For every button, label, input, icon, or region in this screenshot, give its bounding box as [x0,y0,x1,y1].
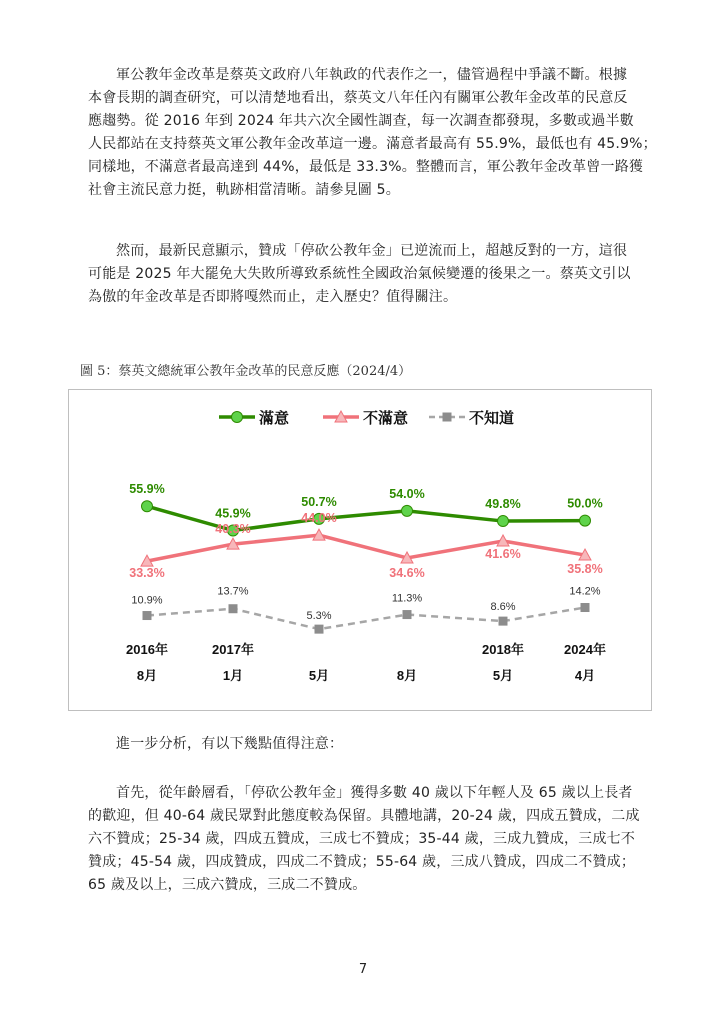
x-tick-year-1: 2016年 [126,642,168,657]
x-tick-month-3: 5月 [308,668,330,683]
data-point-3-2 [229,604,238,613]
text-line: 首先，從年齡層看，「停砍公教年金」獲得多數 40 歲以下年輕人及 65 歲以上長者 [116,785,633,801]
data-label-2-2: 40.3% [215,522,251,537]
data-label-2-3: 44.0% [301,511,337,526]
data-point-1-1 [142,501,153,512]
data-label-3-6: 14.2% [569,585,601,598]
data-label-1-6: 50.0% [567,496,603,511]
text-line: 同樣地，不滿意者最高達到 44%，最低是 33.3%。整體而言，軍公教年金改革曾一路獲 [88,159,644,175]
text-line: 軍公教年金改革是蔡英文政府八年執政的代表作之一，儘管過程中爭議不斷。根據 [116,67,628,83]
x-tick-month-4: 8月 [396,668,418,683]
text-line: 的歡迎，但 40-64 歲民眾對此態度較為保留。具體地講，20-24 歲，四成五贊成，二成 [88,808,640,824]
text-line: 然而，最新民意顯示，贊成「停砍公教年金」已逆流而上，超越反對的一方，這很 [116,243,628,259]
text-line: 為傲的年金改革是否即將嘎然而止，走入歷史？值得關注。 [88,289,458,305]
data-point-3-5 [499,617,508,626]
x-tick-month-1: 8月 [136,668,158,683]
text-line: 應趨勢。從 2016 年到 2024 年共六次全國性調查，每一次調查都發現，多數或過半數 [88,113,634,129]
text-line: 贊成；45-54 歲，四成贊成，四成二不贊成；55-64 歲，三成八贊成，四成二不贊成； [88,854,636,870]
data-label-2-6: 35.8% [567,562,603,577]
data-label-3-5: 8.6% [490,601,516,614]
legend-label-3: 不知道 [469,410,515,427]
data-label-2-1: 33.3% [129,566,165,581]
data-label-3-3: 5.3% [306,610,332,623]
data-label-3-2: 13.7% [217,585,249,598]
text-line: 社會主流民意力挺，軌跡相當清晰。請參見圖 5。 [88,182,400,198]
data-label-2-4: 34.6% [389,565,425,580]
data-label-3-4: 11.3% [391,592,423,605]
x-tick-month-5: 5月 [492,668,514,683]
x-tick-year-2: 2017年 [212,642,254,657]
data-point-1-6 [580,515,591,526]
data-point-3-6 [581,603,590,612]
data-label-3-1: 10.9% [131,594,163,607]
legend-label-1: 滿意 [259,410,290,427]
paragraph-1 [88,64,657,202]
data-point-3-4 [403,610,412,619]
data-label-1-1: 55.9% [129,482,165,497]
data-label-1-4: 54.0% [389,486,425,501]
page-number: 7 [358,962,368,977]
figure-caption: 圖 5：蔡英文總統軍公教年金改革的民意反應（2024/4） [80,364,412,379]
text-line: 六不贊成；25-34 歲，四成五贊成，三成七不贊成；35-44 歲，三成九贊成，三成七不 [88,831,636,847]
text-line: 人民都站在支持蔡英文軍公教年金改革這一邊。滿意者最高有 55.9%，最低也有 45.9%； [88,136,657,152]
x-tick-year-6: 2024年 [564,642,606,657]
chart-container [68,389,652,711]
text-line: 進一步分析，有以下幾點值得注意： [116,736,344,752]
text-line: 65 歲及以上，三成六贊成，三成二不贊成。 [88,877,367,893]
data-label-1-3: 50.7% [301,494,337,509]
line-chart [69,390,653,712]
paragraph-4 [88,782,648,897]
paragraph-2 [88,240,648,309]
data-label-1-5: 49.8% [485,497,521,512]
x-tick-month-6: 4月 [574,668,596,683]
x-tick-year-5: 2018年 [482,642,524,657]
data-label-1-2: 45.9% [215,506,251,521]
legend-marker-3 [443,413,452,422]
series-line-3 [147,608,585,630]
data-point-3-1 [143,611,152,620]
legend-marker-1 [232,412,243,423]
legend-label-2: 不滿意 [363,410,409,427]
data-point-1-5 [498,516,509,527]
text-line: 本會長期的調查研究，可以清楚地看出，蔡英文八年任內有關軍公教年金改革的民意反 [88,90,628,106]
paragraph-3 [88,733,648,756]
data-label-2-5: 41.6% [485,546,521,561]
x-tick-month-2: 1月 [222,668,244,683]
data-point-3-3 [315,625,324,634]
data-point-1-4 [402,505,413,516]
text-line: 可能是 2025 年大罷免大失敗所導致系統性全國政治氣候變遷的後果之一。蔡英文引以 [88,266,631,282]
